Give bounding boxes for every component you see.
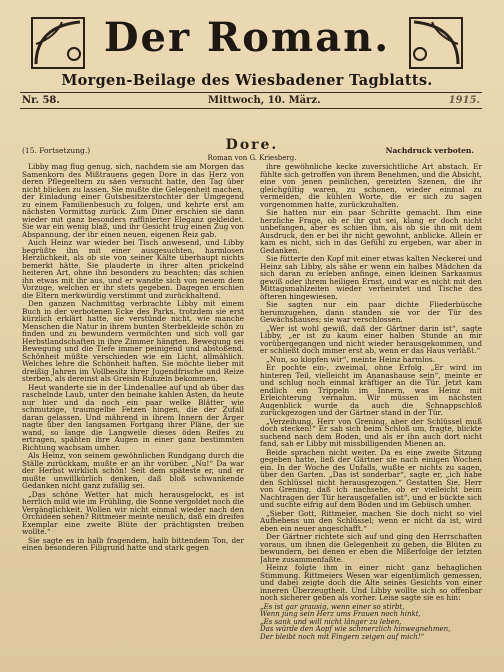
- paragraph: Den ganzen Nachmittag verbrachte Libby mit einem Buch in der verbotenen Ecke des Parks, trotzdem sie erst kürzlich erklärt hatte, sie verstünde nicht, wie manche Menschen die Natur in ihrem bunten Sterbekleide schön zu finden und zu bewundern vermöchten und sich voll gar Herbstlandschaften in ihre Zimmer hängten. Bewegung sei Bewegung und die Tiefe immer peinigend und abstoßend. Schönheit müßte verschieden wie ein Licht, allmählich. Welches lehre die Schönheit haften. Sie möchte lieber mit dreißig Jahren im Vollbesitz ihrer Jugendfrische und Reize sterben, als dereinst als Greisin Runzeln bekommen.: [22, 299, 244, 383]
- poem-line: „Es sank und will nicht länger zu leben,: [260, 617, 402, 626]
- divider: [20, 108, 482, 109]
- story-title: Dore.: [225, 137, 279, 153]
- poem-line: Das würde den Aopf wie schmerzlich hinwegnehmen,: [260, 625, 451, 633]
- paragraph: Beide sprachen nicht weiter. Da es eine zweite Sitzung gegeben hatte, ließ der Gärtner sie nach einigen Wochen ein. In der Woche des Unfalls, wußte er nichts zu sagen, über den Garten. „Das ist sonderbar“, sagte er, „ich habe den Schlüssel nicht herausgezogen.“ Gestatten Sie, Herr von Grening, daß ich nachsehe, ob er vielleicht beim Nachtragen der Tür herausgefallen ist“, und er bückte sich und suchte eifrig auf dem Boden und im Gebüsch umher.: [260, 447, 482, 509]
- paragraph: „Verzeihung, Herr von Grening, aber der Schlüssel muß doch stecken!“ Er sah sich beim Schloß um, fragte, blickte suchend nach dem Boden, und als er ihn auch dort nicht fand, sah er Libby mit missbilligenden Mienen an.: [260, 416, 482, 448]
- paragraph: Auch Heinz war wieder bei Tisch anwesend, und Libby begrüßte ihn mit einer ausgesuchten, harmlosen Herzlichkeit, als ob sie von seiner Kälte überhaupt nichts bemerkt hätte. Sie plauderte in ihrer alten prickelnd heiteren Art, ohne ihn besonders zu beachten; das schien ihn etwas mit ihr aus, und er wandte sich von neuem dem Vorzuge, welchen er ihr stets gegeben. Dagegen erschien die Eltern merkwürdig verstimmt und zurückhaltend.: [22, 238, 244, 300]
- paragraph: Der Gärtner richtete sich auf und ging den Herrschaften voraus, um ihnen die Gelegenheit zu geben, die Blüten zu bewundern, bei denen er eben die Mißerfolge der letzten Jahre zusammenfaßte.: [260, 532, 482, 564]
- poem: [260, 604, 482, 642]
- text-column-right: [260, 163, 482, 661]
- paragraph: „Nun, so klopfen wir“, meinte Heinz harmlos.: [266, 354, 435, 364]
- reprint-note: Nachdruck verboten.: [385, 146, 474, 155]
- paragraph: „Das schöne Wetter hat mich herausgelockt, es ist herrlich mild wie im Frühling, die Sonne vergoldet noch die Vergänglichkeit. Wollen wir nicht einmal wieder nach den Orchideen sehen? Rittmeier meinte neulich, daß ein dreifes Exemplar eine zweite Blüte der prächtigsten treiben wollte.“: [22, 489, 244, 536]
- issue-number: Nr. 58.: [22, 95, 60, 106]
- masthead-subtitle: Morgen-Beilage des Wiesbadener Tagblatts.: [61, 72, 433, 89]
- paragraph: Sie sagte es in halb fragendem, halb bittendem Ton, der einen besonderen Filigrund hatte und stark gegen: [22, 535, 244, 552]
- paragraph: Als Heinz, von seinem gewöhnlichen Rundgang durch die Ställe zurückkam, mußte er an ihr vorüber. „Nu!“ Da war der Herbst wirklich schön! Seit dem späteste er, und er mußte unwillkürlich denken, daß bloß schwankende Gedanken nicht ganz zufällig sei.: [22, 451, 244, 490]
- divider: [20, 92, 482, 93]
- paragraph: Heut wanderte sie in der Lindenallee auf und ab über das raschelnde Laub, unter den beinahe kahlen Ästen, da heute nur hier und da noch ein paar welke Blätter wie schmutzige, traumgelbe Fetzen hingen, die der Zufall daran gelassen. Und mährend in ihrem Innern der Ärger nagte über den langsamen Fortgang ihrer Pläne, der sie wand, so lange die Langweile dieses öden Reifes zu ertragen, spähten ihre Augen in einer ganz bestimmten Richtung wachsam umher.: [22, 382, 244, 452]
- paragraph: Sie sagten nur ein paar dichte Fliederbüsche herumzugehen, dann standen sie vor der Tür des Gewächshauses; sie war verschlossen.: [260, 300, 482, 324]
- serial-note: (15. Fortsetzung.): [22, 146, 91, 155]
- paragraph: Er pochte ein-, zweimal, ohne Erfolg. „Er wird im hinteren Teil, vielleicht im Ananashause sein“, meinte er und schlug noch einmal kräftiger an die Tür. Jetzt kam endlich ein Trippeln im Innern, was Heinz mit Erleichterung vernahm. Wir müssen im nächsten Augenblick wurde da auch die Schnappschloß zurückgezogen und der Gärtner stand in der Tür.: [260, 363, 482, 417]
- poem-line: „Es ist gar grausig, wenn einer so stirbt,: [260, 602, 405, 611]
- paragraph: Sie hatten nur ein paar Schritte gemacht. Ihm eine herzliche Frage, ob er ihr gut sei, klang er doch nicht unbefangen, aber es schien ihm, als ob sie ihn mit dem Ausdruck, den er bei ihr nicht gewohnt, anblicke. Allein er kam es nicht, sich in das Gefühl zu ergeben, war aber in Gedanken.: [260, 208, 482, 255]
- paragraph: ihre gewöhnliche kecke zuversichtliche Art abstach. Er fühlte sich getroffen von ihrem Benehmen, und die Absicht, eine von jenen peinlichen, gereizten Szenen, die ihr gleichgültig waren, zu schonen, wieder einmal zu vermeiden, die kühlen Worte, die er sich zu sagen vorgenommen hatte, zurückzuhalten.: [260, 163, 482, 209]
- story-author: Roman von G. Kriesberg.: [207, 154, 297, 162]
- issue-date: Mittwoch, 10. März.: [208, 95, 321, 106]
- masthead: [14, 6, 480, 90]
- paragraph: „Wer ist wohl gewiß, daß der Gärtner darin ist“, sagte Libby, „er ist zu kaum einer halben Stunde an mir vorübergegangen und nicht wieder herausgekommen, und er schließt doch immer erst ab, wenn er das Haus verläßt.“: [260, 323, 482, 355]
- issue-info-row: [22, 95, 480, 107]
- issue-year: 1915.: [448, 95, 480, 106]
- poem-line: Der bleibt noch mit Fingern zeigen auf mich!“: [260, 632, 425, 641]
- paragraph: „Sieber Gott, Rittmeier, machen Sie doch nicht so viel Aufhebens um den Schlüssel; wenn er nicht da ist, wird eben ein neuer angeschafft.“: [260, 508, 482, 533]
- paragraph: Sie fütterte den Kopf mit einer etwas kalten Neckerei und Heinz sah Libby, als sähe er wenn ein halbes Mädchen da sich daran zu erleben anfinge, einen kleinen Sarkasmus gewiß oder ihrem heiligen Ernst, und war es nicht mit den Mittagsmahlzeiten wieder verheiratet und Tische des öfteren hingewiesen.: [260, 254, 482, 301]
- paragraph: Libby mag flug genug, sich, nachdem sie am Morgen das Samenkorn des Mißtrauens gegen Dore in das Herz von deren Pflegeeltern zu säen versucht hatte, den Tag über nicht blicken zu lassen. Sie mußte die Gelegenheit machen, der Einladung einer Gutsbesitzerstochter der Umgegend zu einem Familienbesuch zu folgen, und kehrte erst am nächsten Vormittag zurück. Zum Diner erschien sie dann wieder mit ganz besonders raffinierter Eleganz gekleidet. Sie war ein wenig blaß, und ihr Gesicht trug einen Zug von Abspannung, der ihr einen neuen, eigenen Reiz gab.: [22, 163, 244, 239]
- poem-line: Wenn jung sein Herz ums Frauen noch hinkt,: [260, 610, 421, 618]
- text-column-left: [22, 163, 244, 661]
- masthead-title: Der Roman.: [103, 14, 391, 61]
- paragraph: Heinz folgte ihm in einer nicht ganz behaglichen Stimmung. Rittmeiers Wesen war eigentümlich gemessen, und dabei zeigte doch die Alte seines Gesichts von einer inneren Überzeugtheit. Und Libby wollte sich so offenbar noch sicherer geben als vorher. Leise sagte sie es hin:: [260, 563, 482, 602]
